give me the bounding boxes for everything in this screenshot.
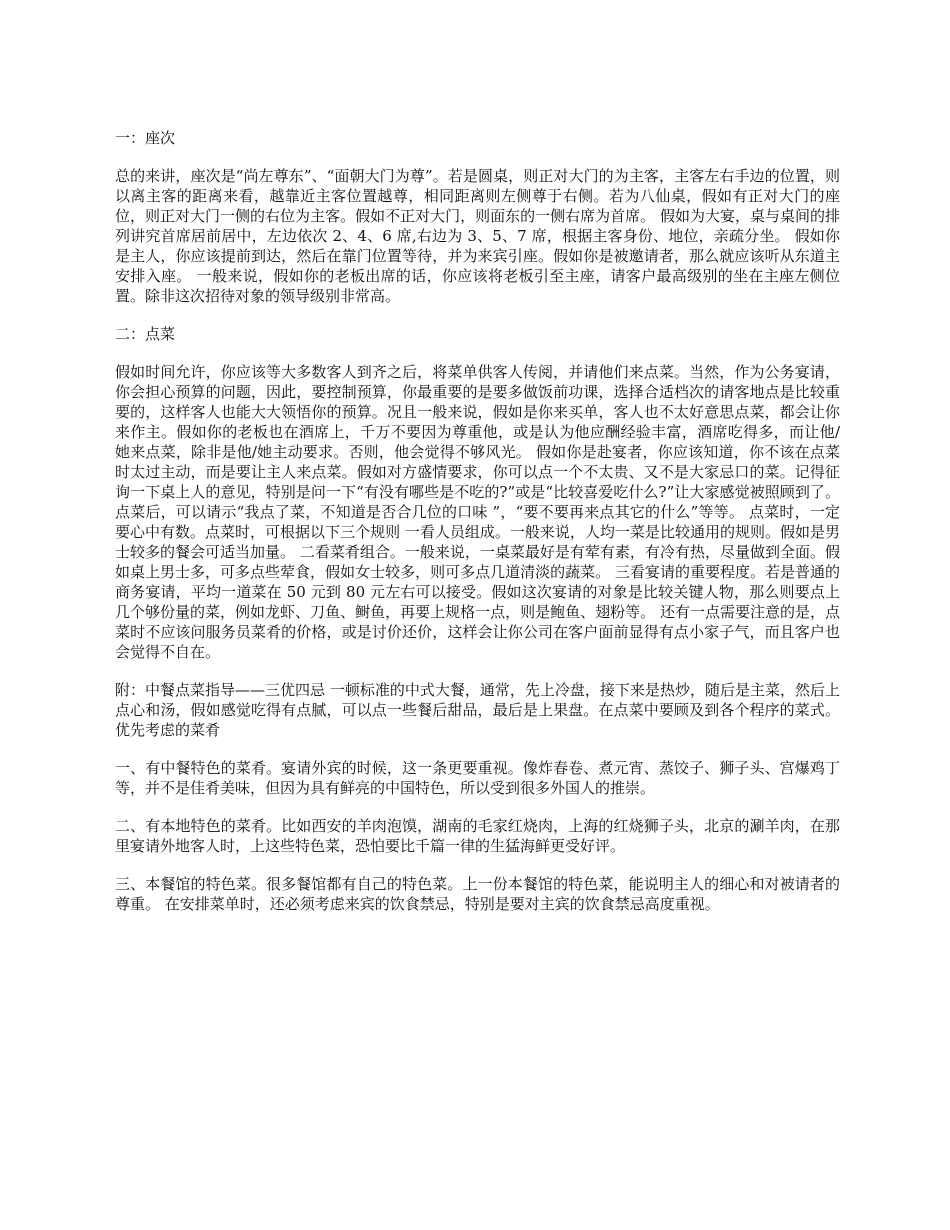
paragraph-appendix: 附：中餐点菜指导——三优四忌 一顿标准的中式大餐，通常，先上冷盘，接下来是热炒，随后是主菜，然后上点心和汤，假如感觉吃得有点腻，可以点一些餐后甜品，最后是上果盘。在点菜中要顾及到各个程序的菜式。 优先考虑的菜肴 [115,681,840,739]
paragraph-point-chinese-dishes: 一、有中餐特色的菜肴。宴请外宾的时候，这一条更要重视。像炸春卷、煮元宵、蒸饺子、狮子头、宫爆鸡丁等，并不是佳肴美味，但因为具有鲜亮的中国特色，所以受到很多外国人的推崇。 [115,759,840,797]
document-page [115,128,840,932]
paragraph-ordering: 假如时间允许，你应该等大多数客人到齐之后，将菜单供客人传阅，并请他们来点菜。当然，作为公务宴请，你会担心预算的问题，因此，要控制预算，你最重要的是要多做饭前功课，选择合适档次的请客地点是比较重要的，这样客人也能大大领悟你的预算。况且一般来说，假如是你来买单，客人也不太好意思点菜，都会让你来作主。假如你的老板也在酒席上，千万不要因为尊重他，或是认为他应酬经验丰富，酒席吃得多，而让他/她来点菜，除非是他/她主动要求。否则，他会觉得不够风光。 假如你是赴宴者，你应该知道，你不该在点菜时太过主动，而是要让主人来点菜。假如对方盛情要求，你可以点一个不太贵、又不是大家忌口的菜。记得征询一下桌上人的意见，特别是问一下“有没有哪些是不吃的?”或是“比较喜爱吃什么?”让大家感觉被照顾到了。点菜后，可以请示“我点了菜，不知道是否合几位的口味 ”，“要不要再来点其它的什么”等等。 点菜时，一定要心中有数。点菜时，可根据以下三个规则 一看人员组成。一般来说，人均一菜是比较通用的规则。假如是男士较多的餐会可适当加量。 二看菜肴组合。一般来说，一桌菜最好是有荤有素，有冷有热，尽量做到全面。假如桌上男士多，可多点些荤食，假如女士较多，则可多点几道清淡的蔬菜。 三看宴请的重要程度。若是普通的商务宴请，平均一道菜在 50 元到 80 元左右可以接受。假如这次宴请的对象是比较关键人物，那么则要点上几个够份量的菜，例如龙虾、刀鱼、鲥鱼，再要上规格一点，则是鲍鱼、翅粉等。 还有一点需要注意的是，点菜时不应该问服务员菜肴的价格，或是讨价还价，这样会让你公司在客户面前显得有点小家子气，而且客户也会觉得不自在。 [115,363,840,661]
paragraph-point-local-dishes: 二、有本地特色的菜肴。比如西安的羊肉泡馍，湖南的毛家红烧肉，上海的红烧狮子头，北京的涮羊肉，在那里宴请外地客人时，上这些特色菜，恐怕要比千篇一律的生猛海鲜更受好评。 [115,817,840,855]
section-heading-ordering: 二：点菜 [115,325,176,343]
paragraph-seating: 总的来讲，座次是“尚左尊东”、“面朝大门为尊”。若是圆桌，则正对大门的为主客，主客左右手边的位置，则以离主客的距离来看，越靠近主客位置越尊，相同距离则左侧尊于右侧。若为八仙桌，假如有正对大门的座位，则正对大门一侧的右位为主客。假如不正对大门，则面东的一侧右席为首席。 假如为大宴，桌与桌间的排列讲究首席居前居中，左边依次 2、4、6 席,右边为 3、5、7 席，根据主客身份、地位，亲疏分坐。 假如你是主人，你应该提前到达，然后在靠门位置等待，并为来宾引座。假如你是被邀请者，那么就应该听从东道主安排入座。 一般来说，假如你的老板出席的话，你应该将老板引至主座，请客户最高级别的坐在主座左侧位置。除非这次招待对象的领导级别非常高。 [115,167,840,305]
paragraph-point-restaurant-specialty: 三、本餐馆的特色菜。很多餐馆都有自己的特色菜。上一份本餐馆的特色菜，能说明主人的细心和对被请者的尊重。 在安排菜单时，还必须考虑来宾的饮食禁忌，特别是要对主宾的饮食禁忌高度重视。 [115,875,840,913]
section-heading-seating: 一：座次 [115,129,176,147]
